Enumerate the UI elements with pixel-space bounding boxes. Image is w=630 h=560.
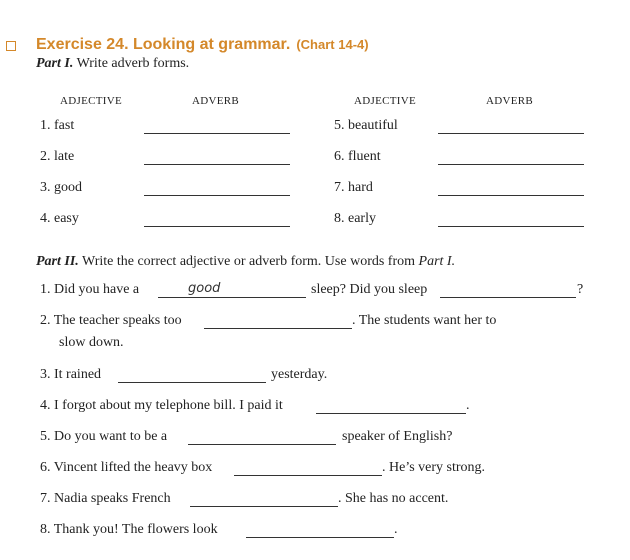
sentence-6-start: 6. Vincent lifted the heavy box <box>40 460 213 475</box>
sentence-2-start: 2. The teacher speaks too <box>40 313 182 328</box>
sentence-5-start: 5. Do you want to be a <box>40 429 168 444</box>
sentence-1-middle: sleep? Did you sleep <box>311 282 428 297</box>
exercise-title <box>36 36 369 54</box>
list-item: 7. hard <box>334 180 373 195</box>
part1-label: Part I. <box>36 56 74 71</box>
answer-blank[interactable] <box>144 164 290 165</box>
col-header-adjective-1: ADJECTIVE <box>60 95 122 107</box>
answer-blank[interactable] <box>438 164 584 165</box>
list-item: 6. fluent <box>334 149 381 164</box>
list-item: 4. easy <box>40 211 79 226</box>
chart-reference: (Chart 14-4) <box>296 37 369 52</box>
list-item: 1. fast <box>40 118 75 133</box>
col-header-adjective-2: ADJECTIVE <box>354 95 416 107</box>
list-item: 3. good <box>40 180 82 195</box>
sentence-7-start: 7. Nadia speaks French <box>40 491 171 506</box>
answer-blank[interactable] <box>204 328 352 329</box>
part2-label: Part II. <box>36 254 79 269</box>
part2-instruction-ref: Part I. <box>418 254 456 269</box>
answer-blank[interactable] <box>440 297 576 298</box>
answer-blank[interactable] <box>438 195 584 196</box>
sentence-3-start: 3. It rained <box>40 367 102 382</box>
sentence-1-end: ? <box>577 282 584 297</box>
answer-blank[interactable] <box>438 226 584 227</box>
sentence-4-start: 4. I forgot about my telephone bill. I paid it <box>40 398 283 413</box>
part2-instruction: Write the correct adjective or adverb form. Use words from <box>82 254 416 269</box>
list-item: 5. beautiful <box>334 118 398 133</box>
answer-blank[interactable] <box>144 133 290 134</box>
sentence-1-start: 1. Did you have a <box>40 282 140 297</box>
example-answer: good <box>188 281 221 296</box>
checkbox-icon[interactable] <box>6 41 16 51</box>
sentence-5-end: speaker of English? <box>342 429 453 444</box>
part1-instruction: Write adverb forms. <box>76 56 190 71</box>
answer-blank[interactable] <box>246 537 394 538</box>
list-item: 8. early <box>334 211 376 226</box>
col-header-adverb-1: ADVERB <box>192 95 240 107</box>
answer-blank[interactable] <box>158 297 306 298</box>
part2-header <box>36 254 455 270</box>
sentence-3-end: yesterday. <box>271 367 328 382</box>
sentence-8-end: . <box>394 522 398 537</box>
answer-blank[interactable] <box>316 413 466 414</box>
answer-blank[interactable] <box>144 195 290 196</box>
list-item: 2. late <box>40 149 75 164</box>
answer-blank[interactable] <box>438 133 584 134</box>
answer-blank[interactable] <box>234 475 382 476</box>
sentence-8-start: 8. Thank you! The flowers look <box>40 522 218 537</box>
answer-blank[interactable] <box>144 226 290 227</box>
col-header-adverb-2: ADVERB <box>486 95 534 107</box>
exercise-title-text: Exercise 24. Looking at grammar. <box>36 36 291 53</box>
answer-blank[interactable] <box>190 506 338 507</box>
sentence-7-end: . She has no accent. <box>338 491 449 506</box>
part1-header <box>36 56 189 72</box>
answer-blank[interactable] <box>188 444 336 445</box>
answer-blank[interactable] <box>118 382 266 383</box>
sentence-2-end: slow down. <box>59 335 124 350</box>
sentence-4-end: . <box>466 398 470 413</box>
sentence-6-end: . He’s very strong. <box>382 460 486 475</box>
sentence-2-middle: . The students want her to <box>352 313 497 328</box>
